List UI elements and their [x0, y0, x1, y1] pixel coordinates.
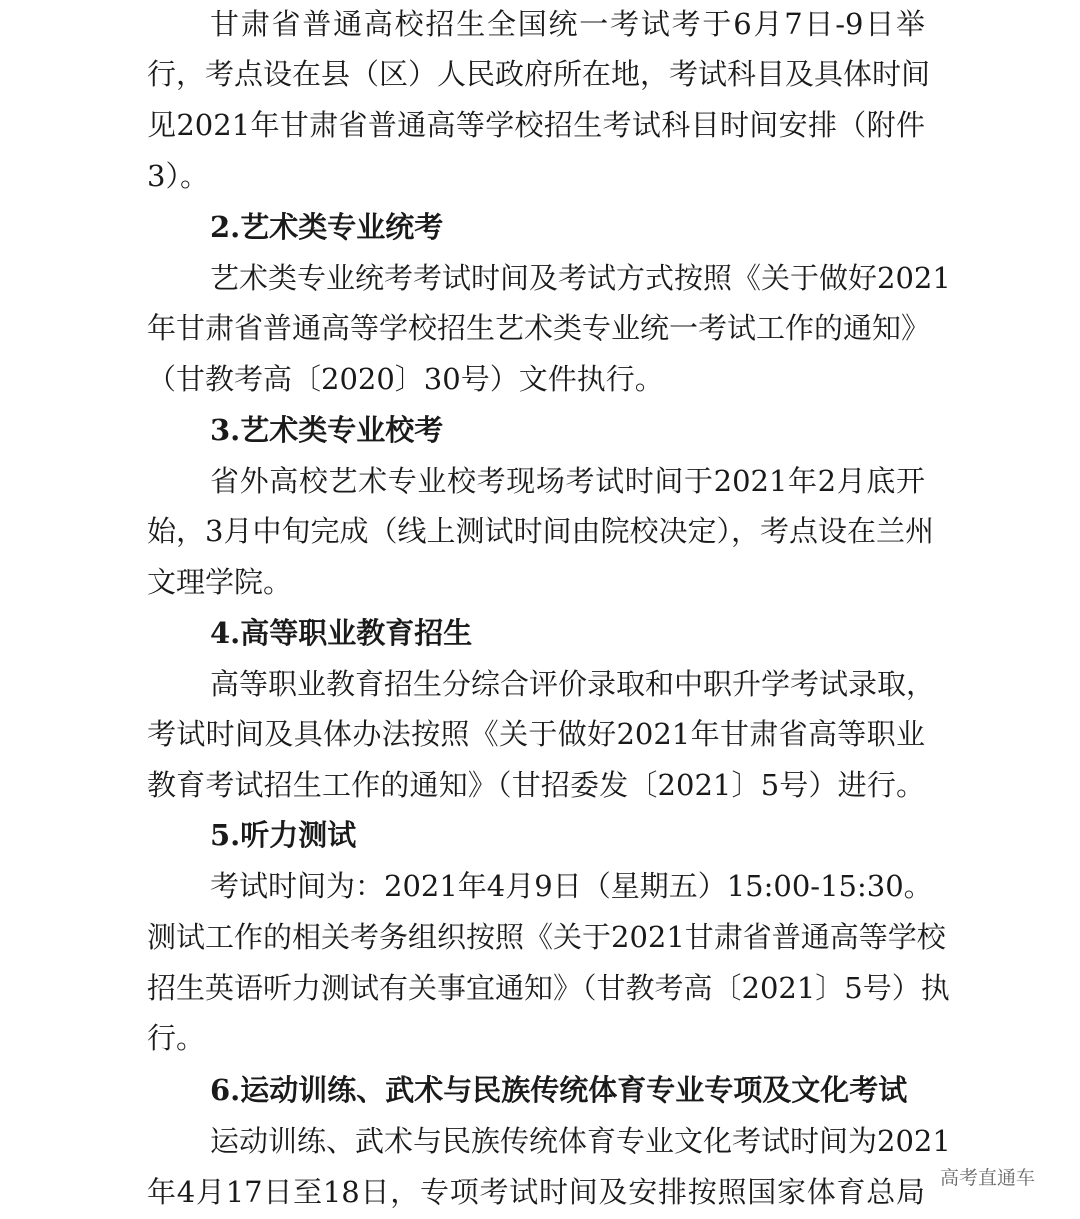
paragraph-line: 年甘肃省普通高等学校招生艺术类专业统一考试工作的通知》	[147, 311, 931, 345]
watermark: 高考直通车	[940, 1167, 1036, 1189]
paragraph-line: 行，考点设在县（区）人民政府所在地，考试科目及具体时间	[147, 57, 931, 91]
paragraph-line: 文理学院。	[147, 565, 293, 599]
paragraph-line: 年4月17日至18日，专项考试时间及安排按照国家体育总局	[147, 1175, 925, 1209]
paragraph-line: 高等职业教育招生分综合评价录取和中职升学考试录取，	[210, 667, 936, 701]
section-heading: 2.艺术类专业统考	[210, 210, 444, 244]
paragraph-line: 测试工作的相关考务组织按照《关于2021甘肃省普通高等学校	[147, 920, 946, 954]
paragraph-line: 招生英语听力测试有关事宜通知》（甘教考高〔2021〕5号）执	[147, 971, 950, 1005]
paragraph-line: 行。	[147, 1021, 206, 1055]
paragraph-line: 运动训练、武术与民族传统体育专业文化考试时间为2021	[210, 1124, 951, 1158]
paragraph-line: 教育考试招生工作的通知》（甘招委发〔2021〕5号）进行。	[147, 768, 925, 802]
section-heading: 3.艺术类专业校考	[210, 413, 444, 447]
paragraph-line: 甘肃省普通高校招生全国统一考试考于6月7日-9日举	[210, 7, 925, 41]
paragraph-line: 考试时间及具体办法按照《关于做好2021年甘肃省高等职业	[147, 717, 925, 751]
section-heading: 6.运动训练、武术与民族传统体育专业专项及文化考试	[210, 1073, 908, 1107]
paragraph-line: 省外高校艺术专业校考现场考试时间于2021年2月底开	[210, 464, 925, 498]
section-heading: 4.高等职业教育招生	[210, 616, 473, 650]
paragraph-line: 考试时间为：2021年4月9日（星期五）15:00-15:30。	[210, 869, 933, 903]
paragraph-line: （甘教考高〔2020〕30号）文件执行。	[147, 362, 664, 396]
paragraph-line: 3）。	[147, 159, 209, 193]
section-heading: 5.听力测试	[210, 818, 357, 852]
paragraph-line: 始，3月中旬完成（线上测试时间由院校决定），考点设在兰州	[147, 514, 934, 548]
paragraph-line: 见2021年甘肃省普通高等学校招生考试科目时间安排（附件	[147, 108, 925, 142]
paragraph-line: 艺术类专业统考考试时间及考试方式按照《关于做好2021	[210, 261, 951, 295]
